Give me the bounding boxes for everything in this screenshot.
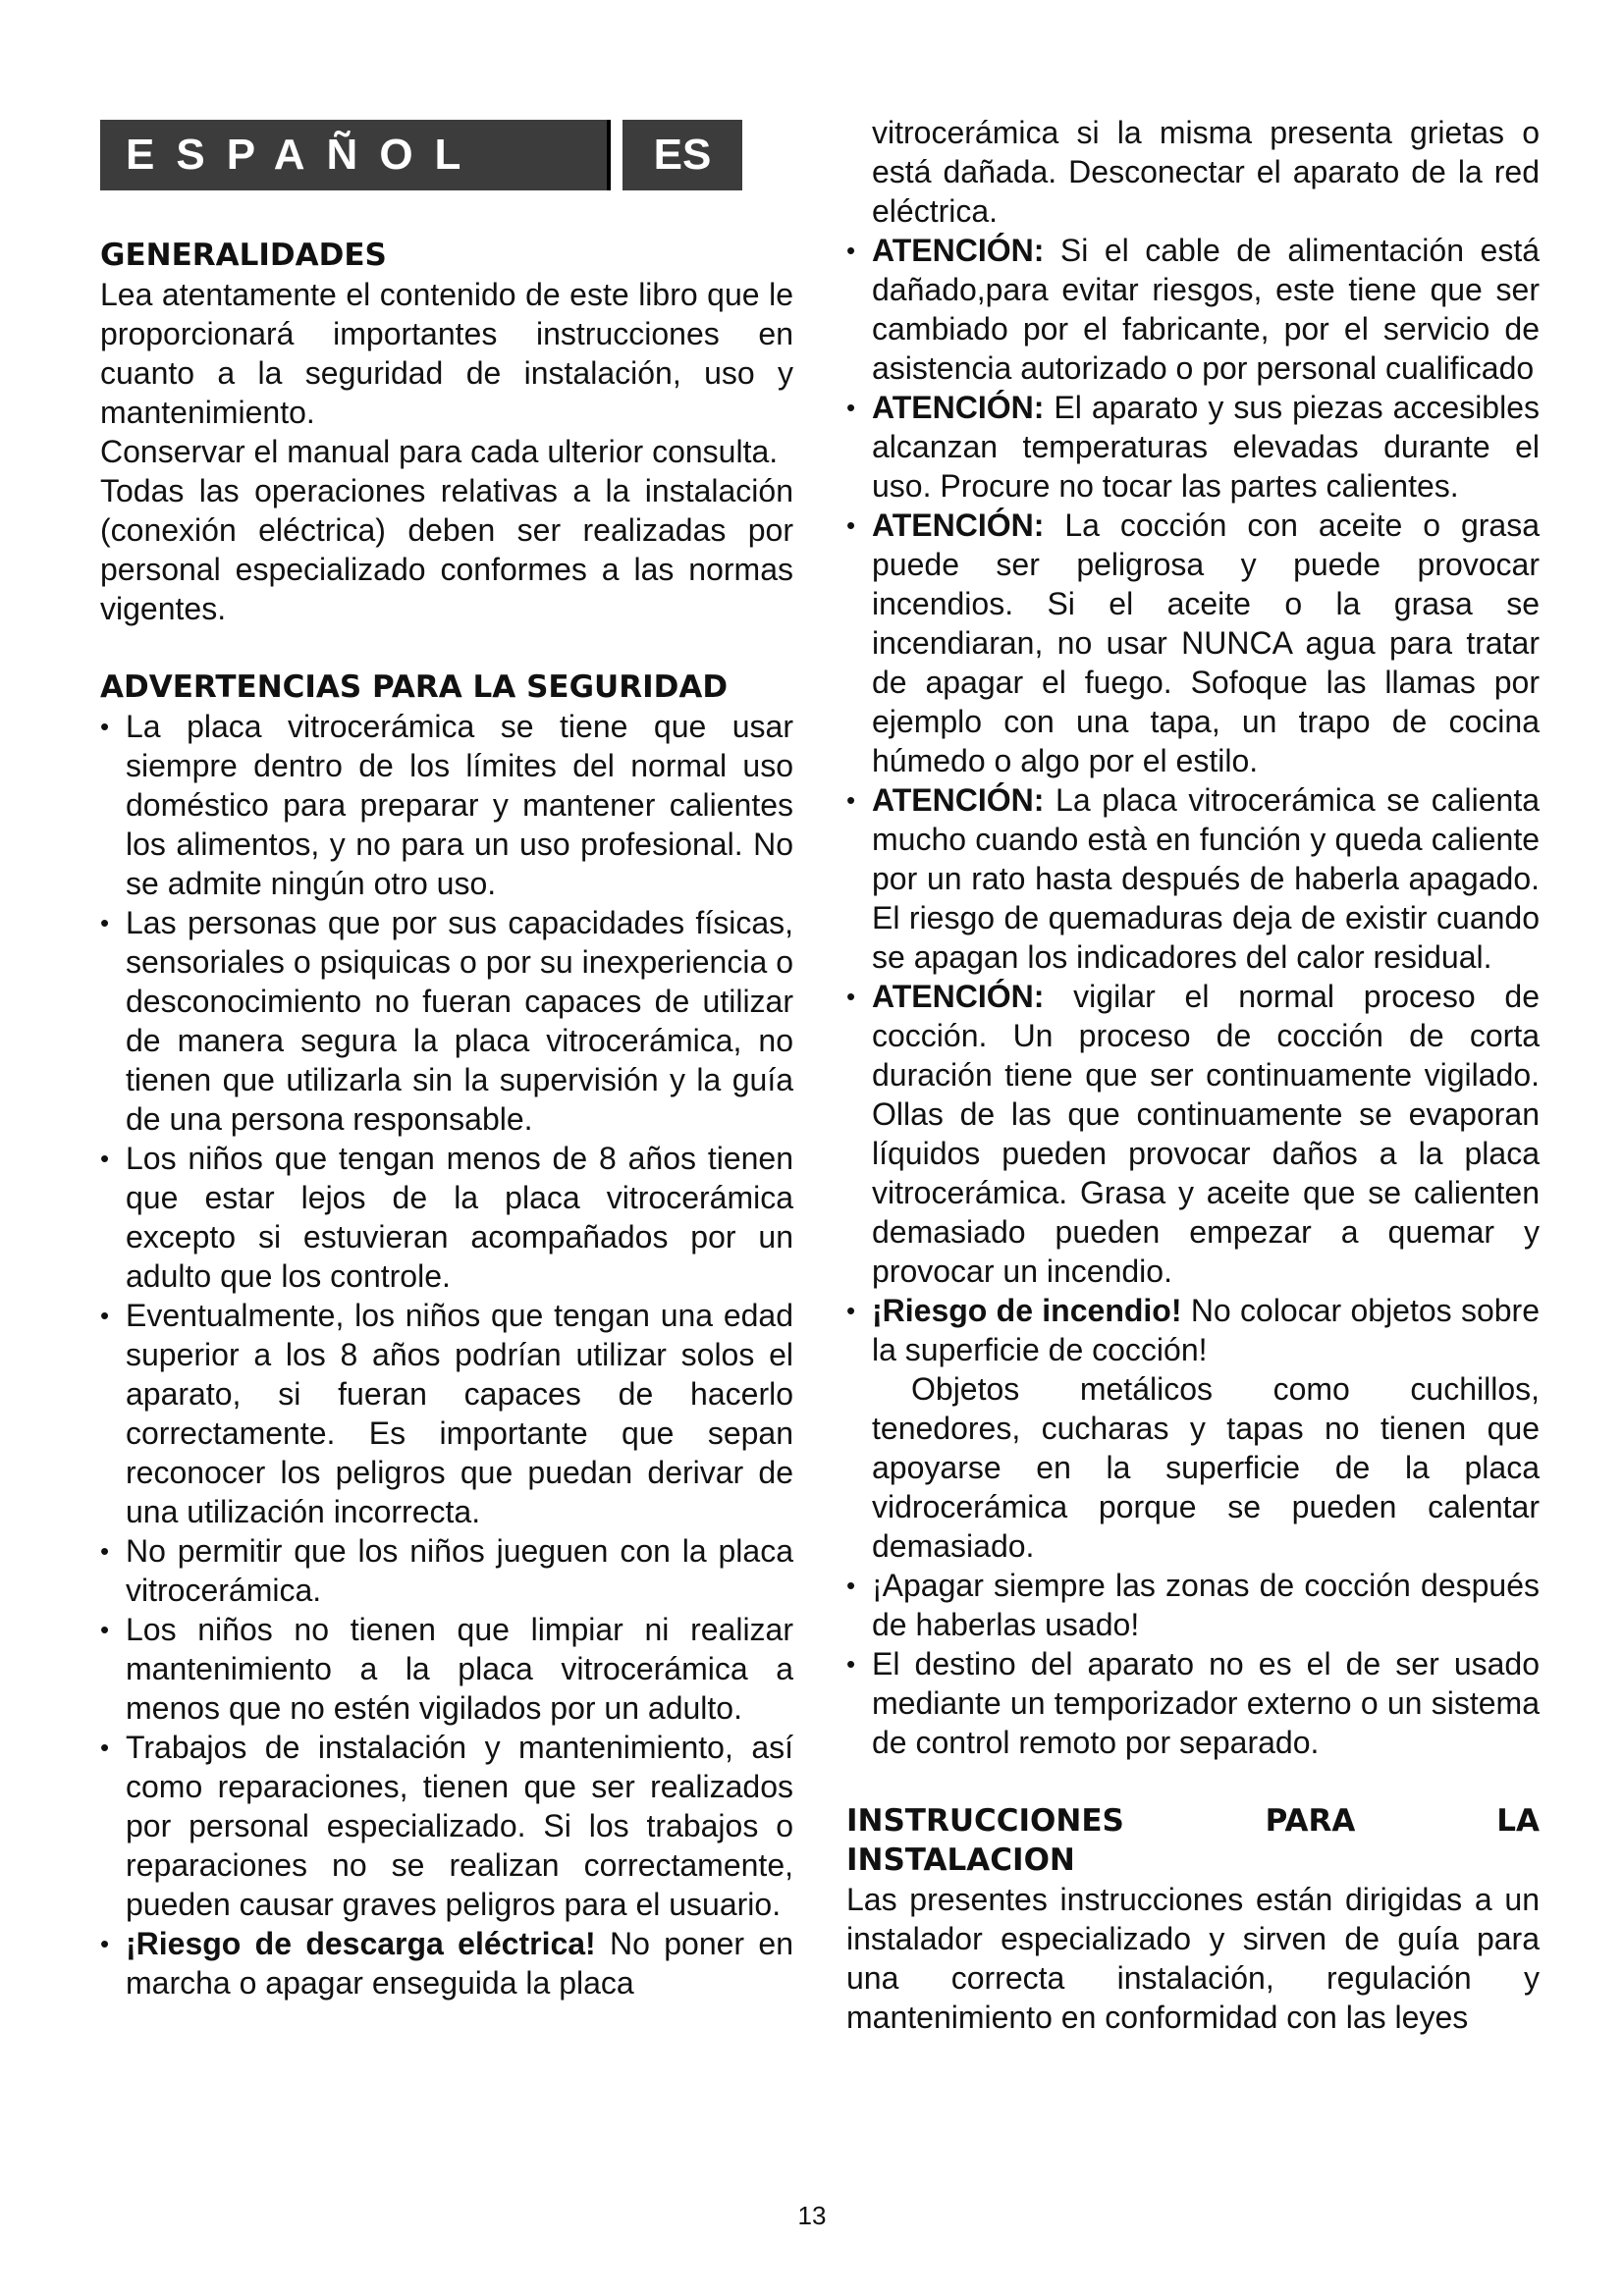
- list-item-text: La placa vitrocerámica se calienta mucho cuando està en función y queda caliente por un rato hasta después de haberla apagado. El riesgo de quemaduras deja de existir cuando se apagan los indicadores del calor residual.: [872, 782, 1540, 975]
- paragraph: Conservar el manual para cada ulterior consulta.: [100, 434, 779, 469]
- language-header: [100, 120, 742, 190]
- attention-list: [846, 231, 1540, 1762]
- list-item: [846, 231, 1540, 388]
- attention-keyword: ATENCIÓN:: [872, 390, 1045, 425]
- list-item-text: El aparato y sus piezas accesibles alcanzan temperaturas elevadas durante el uso. Procure no tocar las partes calientes.: [872, 390, 1540, 504]
- attention-keyword: ATENCIÓN:: [872, 782, 1045, 818]
- attention-keyword: ATENCIÓN:: [872, 507, 1045, 543]
- right-column: [846, 113, 1540, 2037]
- list-item: [100, 1924, 793, 2002]
- language-label: ESPAÑOL: [100, 120, 611, 190]
- list-item-text: No colocar objetos sobre la superficie de cocción!: [872, 1293, 1541, 1367]
- list-item: • Los niños que tengan menos de 8 años tienen que estar lejos de la placa vitrocerámica excepto si estuvieran acompañados por un adulto que los controle.: [100, 1139, 793, 1296]
- list-item: • El destino del aparato no es el de ser usado mediante un temporizador externo o un sistema de control remoto por separado.: [846, 1644, 1540, 1762]
- paragraph: Todas las operaciones relativas a la instalación (conexión eléctrica) deben ser realizadas por personal especializado conformes a las normas vigentes.: [100, 473, 793, 626]
- list-item: • La placa vitrocerámica se tiene que usar siempre dentro de los límites del normal uso doméstico para preparar y mantener calientes los alimentos, y no para un uso profesional. No se admite ningún otro uso.: [100, 707, 793, 903]
- attention-keyword: ATENCIÓN:: [872, 979, 1045, 1014]
- section-title-advertencias: ADVERTENCIAS PARA LA SEGURIDAD: [100, 669, 729, 705]
- list-item: [846, 1291, 1540, 1566]
- list-item: • No permitir que los niños jueguen con la placa vitrocerámica.: [100, 1531, 793, 1610]
- section-title-instrucciones-2: INSTALACION: [846, 1842, 1075, 1878]
- language-code: ES: [623, 120, 742, 190]
- list-item: [846, 506, 1540, 780]
- list-item: [846, 977, 1540, 1291]
- safety-list: [100, 707, 793, 2002]
- list-item: • Eventualmente, los niños que tengan una edad superior a los 8 años podrían utilizar solos el aparato, si fueran capaces de hacerlo correctamente. Es importante que sepan reconocer los peligros que puedan derivar de una utilización incorrecta.: [100, 1296, 793, 1531]
- list-item-text: vigilar el normal proceso de cocción. Un proceso de cocción de corta duración tiene que ser continuamente vigilado. Ollas de las que continuamente se evaporan líquidos pueden provocar daños a la placa vitrocerámica. Grasa y aceite que se calienten demasiado pueden empezar a quemar y provocar un incendio.: [872, 979, 1540, 1289]
- paragraph: Las presentes instrucciones están dirigidas a un instalador especializado y sirven de guía para una correcta instalación, regulación y mantenimiento en conformidad con las leyes: [846, 1882, 1540, 2035]
- list-item-text: Objetos metálicos como cuchillos, tenedores, cucharas y tapas no tienen que apoyarse en la superficie de la placa vidrocerámica porque se pueden calentar demasiado.: [872, 1371, 1540, 1564]
- paragraph: vitrocerámica si la misma presenta grietas o está dañada. Desconectar el aparato de la red eléctrica.: [872, 115, 1540, 229]
- list-item: [846, 388, 1540, 506]
- list-item-text: No poner en marcha o apagar enseguida la placa: [126, 1926, 794, 2001]
- list-item-text: Si el cable de alimentación está dañado,para evitar riesgos, este tiene que ser cambiado por el fabricante, por el servicio de asistencia autorizado o por personal cualificado: [872, 233, 1540, 386]
- warning-keyword: ¡Riesgo de incendio!: [872, 1293, 1182, 1328]
- list-item: • Trabajos de instalación y mantenimiento, así como reparaciones, tienen que ser realizados por personal especializado. Si los trabajos o reparaciones no se realizan correctamente, pueden causar graves peligros para el usuario.: [100, 1728, 793, 1924]
- list-item: • Los niños no tienen que limpiar ni realizar mantenimiento a la placa vitrocerámica a menos que no estén vigilados por un adulto.: [100, 1610, 793, 1728]
- left-column: [100, 236, 793, 2002]
- warning-keyword: ¡Riesgo de descarga eléctrica!: [126, 1926, 596, 1961]
- page-number: 13: [797, 2201, 827, 2230]
- list-item: • Las personas que por sus capacidades físicas, sensoriales o psiquicas o por su inexperiencia o desconocimiento no fueran capaces de utilizar de manera segura la placa vitrocerámica, no tienen que utilizarla sin la supervisión y la guía de una persona responsable.: [100, 903, 793, 1139]
- list-item: [846, 780, 1540, 977]
- paragraph: Lea atentamente el contenido de este libro que le proporcionará importantes instrucciones en cuanto a la seguridad de instalación, uso y mantenimiento.: [100, 277, 793, 430]
- attention-keyword: ATENCIÓN:: [872, 233, 1045, 268]
- section-title-instrucciones: INSTRUCCIONES PARA LA: [846, 1803, 1540, 1839]
- list-item: • ¡Apagar siempre las zonas de cocción después de haberlas usado!: [846, 1566, 1540, 1644]
- section-title-generalidades: GENERALIDADES: [100, 238, 387, 273]
- list-item-text: La cocción con aceite o grasa puede ser peligrosa y puede provocar incendios. Si el aceite o la grasa se incendiaran, no usar NUNCA agua para tratar de apagar el fuego. Sofoque las llamas por ejemplo con una tapa, un trapo de cocina húmedo o algo por el estilo.: [872, 507, 1540, 778]
